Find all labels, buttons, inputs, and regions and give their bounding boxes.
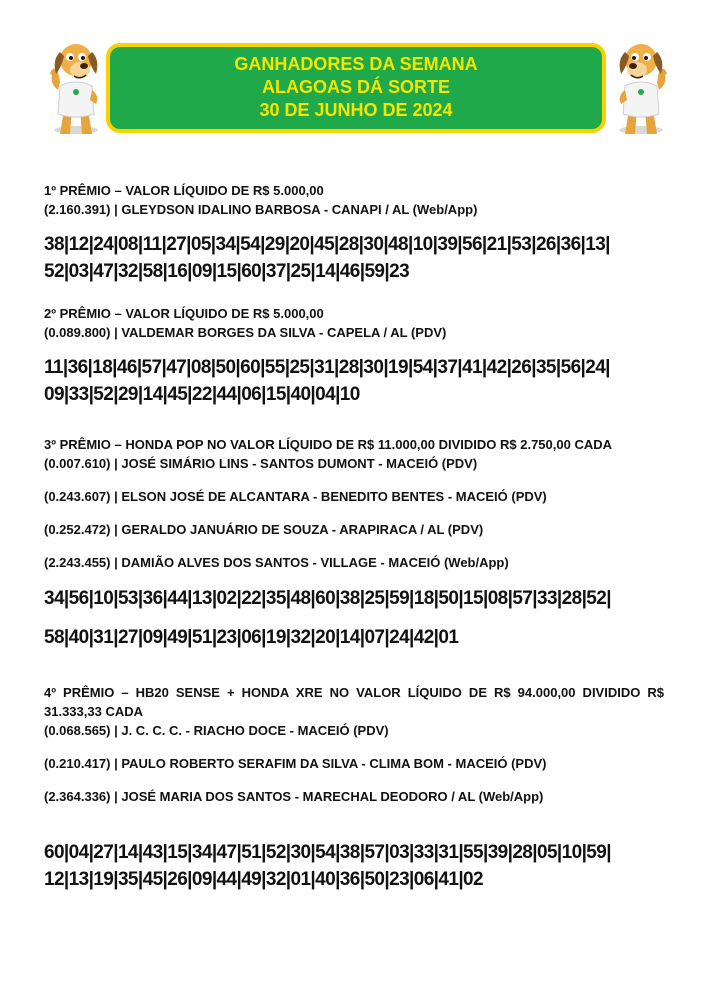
prize-section-4	[44, 683, 664, 893]
drawn-numbers-line: 11|36|18|46|57|47|08|50|60|55|25|31|28|30|19|54|37|41|42|26|35|56|24|	[44, 357, 610, 378]
prize-section-3	[44, 435, 664, 651]
winner-entry: (0.068.565) | J. C. C. C. - RIACHO DOCE - MACEIÓ (PDV)	[44, 723, 389, 738]
header-subtitle: ALAGOAS DÁ SORTE	[261, 77, 450, 97]
dog-mascot-icon	[611, 30, 671, 136]
drawn-numbers-line: 58|40|31|27|09|49|51|23|06|19|32|20|14|07|24|42|01	[44, 627, 459, 648]
prize-title: 2º PRÊMIO – VALOR LÍQUIDO DE R$ 5.000,00	[44, 306, 324, 321]
header-date: 30 DE JUNHO DE 2024	[259, 100, 453, 120]
drawn-numbers-line: 09|33|52|29|14|45|22|44|06|15|40|04|10	[44, 384, 360, 405]
drawn-numbers-line: 38|12|24|08|11|27|05|34|54|29|20|45|28|30|48|10|39|56|21|53|26|36|13|	[44, 234, 610, 255]
winner-entry: (2.243.455) | DAMIÃO ALVES DOS SANTOS - VILLAGE - MACEIÓ (Web/App)	[44, 555, 509, 570]
winner-entry: (0.210.417) | PAULO ROBERTO SERAFIM DA SILVA - CLIMA BOM - MACEIÓ (PDV)	[44, 756, 547, 771]
prize-section-2	[44, 304, 664, 408]
winner-entry: (2.160.391) | GLEYDSON IDALINO BARBOSA - CANAPI / AL (Web/App)	[44, 202, 478, 217]
drawn-numbers-line: 60|04|27|14|43|15|34|47|51|52|30|54|38|57|03|33|31|55|39|28|05|10|59|	[44, 842, 611, 863]
winner-entry: (0.243.607) | ELSON JOSÉ DE ALCANTARA - BENEDITO BENTES - MACEIÓ (PDV)	[44, 489, 547, 504]
prize-title: 3º PRÊMIO – HONDA POP NO VALOR LÍQUIDO DE R$ 11.000,00 DIVIDIDO R$ 2.750,00 CADA	[44, 437, 613, 452]
winner-entry: (0.252.472) | GERALDO JANUÁRIO DE SOUZA - ARAPIRACA / AL (PDV)	[44, 522, 484, 537]
header-banner	[106, 43, 606, 133]
drawn-numbers-line: 34|56|10|53|36|44|13|02|22|35|48|60|38|25|59|18|50|15|08|57|33|28|52|	[44, 588, 611, 609]
dog-mascot-icon	[46, 30, 106, 136]
prize-title: 4º PRÊMIO – HB20 SENSE + HONDA XRE NO VALOR LÍQUIDO DE R$ 94.000,00 DIVIDIDO R$ 31.333,33 CADA	[44, 685, 664, 719]
prize-section-1	[44, 181, 664, 285]
drawn-numbers-line: 12|13|19|35|45|26|09|44|49|32|01|40|36|50|23|06|41|02	[44, 869, 483, 890]
prize-title: 1º PRÊMIO – VALOR LÍQUIDO DE R$ 5.000,00	[44, 183, 324, 198]
winner-entry: (0.089.800) | VALDEMAR BORGES DA SILVA - CAPELA / AL (PDV)	[44, 325, 447, 340]
header-title: GANHADORES DA SEMANA	[234, 54, 478, 74]
winner-entry: (0.007.610) | JOSÉ SIMÁRIO LINS - SANTOS DUMONT - MACEIÓ (PDV)	[44, 456, 478, 471]
winner-entry: (2.364.336) | JOSÉ MARIA DOS SANTOS - MARECHAL DEODORO / AL (Web/App)	[44, 789, 544, 804]
drawn-numbers-line: 52|03|47|32|58|16|09|15|60|37|25|14|46|59|23	[44, 261, 410, 282]
